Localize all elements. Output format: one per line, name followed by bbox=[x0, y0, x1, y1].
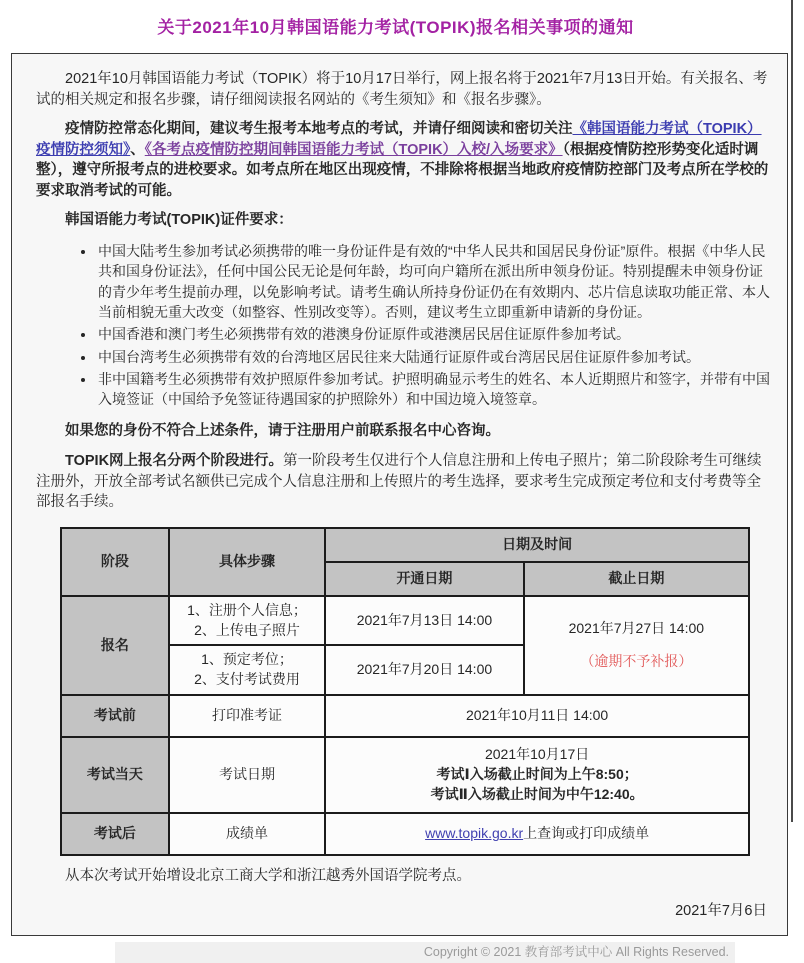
covid-prevention-notice-link[interactable]: 《韩国语能力考试（TOPIK）疫情防控须知》 bbox=[36, 121, 762, 158]
issue-date: 2021年7月6日 bbox=[675, 902, 767, 919]
table-row-exam-day bbox=[61, 737, 749, 813]
table-row-after-exam bbox=[61, 813, 749, 855]
stage-cell-registration: 报名 bbox=[61, 596, 169, 696]
phase1-step-1: 1、注册个人信息； bbox=[187, 601, 307, 618]
result-cell-after-exam bbox=[325, 813, 749, 855]
exam2-entry-deadline: 考试Ⅱ入场截止时间为中午12:40。 bbox=[430, 786, 644, 803]
topik-website-link[interactable]: www.topik.go.kr bbox=[425, 825, 524, 842]
registration-schedule-table bbox=[60, 527, 750, 857]
link-separator: 、 bbox=[130, 141, 145, 158]
exam-date: 2021年10月17日 bbox=[484, 746, 590, 763]
list-item-foreign: • 非中国籍考生必须携带有效护照原件参加考试。护照明确显示考生的姓名、本人近期照片和签字，并带有中国入境签证（中国给予免签证待遇国家的护照除外）和中国边境入境签章。 bbox=[96, 369, 771, 410]
stage-cell-before-exam: 考试前 bbox=[61, 695, 169, 737]
stage-cell-exam-day: 考试当天 bbox=[61, 737, 169, 813]
stage-cell-after-exam: 考试后 bbox=[61, 813, 169, 855]
copyright-bar: Copyright © 2021 教育部考试中心 All Rights Reserved. bbox=[115, 942, 735, 963]
notice-body bbox=[11, 53, 788, 936]
date-cell-exam-day bbox=[325, 737, 749, 813]
column-header-datetime: 日期及时间 bbox=[325, 528, 749, 562]
steps-cell-phase2 bbox=[169, 645, 326, 695]
open-date-cell-phase1: 2021年7月13日 14:00 bbox=[325, 596, 523, 646]
column-header-steps: 具体步骤 bbox=[169, 528, 326, 596]
contact-center-paragraph: 如果您的身份不符合上述条件，请于注册用户前联系报名中心咨询。 bbox=[65, 423, 500, 440]
list-item-taiwan: • 中国台湾考生必须携带有效的台湾地区居民往来大陆通行证原件或台湾居民居住证原件参加考试。 bbox=[96, 347, 771, 367]
id-requirements-heading: 韩国语能力考试(TOPIK)证件要求： bbox=[65, 212, 293, 229]
list-item-hk-macau: • 中国香港和澳门考生必须携带有效的港澳身份证原件或港澳居民居住证原件参加考试。 bbox=[96, 324, 771, 344]
exam1-entry-deadline: 考试Ⅰ入场截止时间为上午8:50； bbox=[436, 766, 638, 783]
result-link-tail: 上查询或打印成绩单 bbox=[523, 825, 650, 842]
table-header-row-1 bbox=[61, 528, 749, 562]
steps-cell-before-exam: 打印准考证 bbox=[169, 695, 326, 737]
phase2-step-1: 1、预定考位； bbox=[201, 651, 293, 668]
late-registration-note: （逾期不予补报） bbox=[580, 653, 693, 670]
list-item-mainland: • 中国大陆考生参加考试必须携带的唯一身份证件是有效的“中华人民共和国居民身份证”原件。根据《中华人民共和国身份证法》，任何中国公民无论是何年龄，均可向户籍所在派出所申领身份证。特别提醒未申领身份证的青少年考生提前办理，以免影响考试。请考生确认所持身份证仍在有效期内、芯片信息读取功能正常、本人当前相貌无重大改变（如整容、性别改变等）。否则，建议考生立即重新申请新的身份证。 bbox=[96, 241, 771, 322]
phase1-step-2: 2、上传电子照片 bbox=[194, 621, 300, 638]
new-test-sites-paragraph: 从本次考试开始增设北京工商大学和浙江越秀外国语学院考点。 bbox=[65, 868, 471, 885]
entry-requirements-link[interactable]: 《各考点疫情防控期间韩国语能力考试（TOPIK）入校/入场要求》 bbox=[144, 141, 563, 158]
steps-cell-phase1 bbox=[169, 596, 326, 646]
page-title: 关于2021年10月韩国语能力考试(TOPIK)报名相关事项的通知 bbox=[157, 18, 634, 37]
intro-paragraph: 2021年10月韩国语能力考试（TOPIK）将于10月17日举行，网上报名将于2021年7月13日开始。有关报名、考试的相关规定和报名步骤，请仔细阅读报名网站的《考生须知》和《报名步骤》。 bbox=[36, 71, 768, 108]
steps-cell-after-exam: 成绩单 bbox=[169, 813, 326, 855]
covid-notice-paragraph bbox=[36, 119, 771, 201]
table-row-before-exam bbox=[61, 695, 749, 737]
registration-close-datetime: 2021年7月27日 14:00 bbox=[568, 619, 705, 636]
two-phase-lead: TOPIK网上报名分两个阶段进行。 bbox=[65, 453, 284, 469]
covid-notice-lead: 疫情防控常态化期间，建议考生报考本地考点的考试，并请仔细阅读和密切关注 bbox=[65, 121, 573, 138]
open-date-cell-phase2: 2021年7月20日 14:00 bbox=[325, 645, 523, 695]
phase2-step-2: 2、支付考试费用 bbox=[194, 671, 300, 688]
table-row-registration-phase1 bbox=[61, 596, 749, 646]
two-phase-rest: 第一阶段考生仅进行个人信息注册和上传电子照片；第二阶段除考生可继续注册外，开放全部考试名额供已完成个人信息注册和上传照片的考生选择，要求考生完成预定考位和支付考费等全部报名手续。 bbox=[36, 453, 762, 511]
covid-notice-tail: （根据疫情防控形势变化适时调整），遵守所报考点的进校要求。如考点所在地区出现疫情，不排除将根据当地政府疫情防控部门及考点所在学校的要求取消考试的可能。 bbox=[36, 141, 769, 199]
two-phase-paragraph bbox=[36, 451, 771, 513]
column-header-open-date: 开通日期 bbox=[325, 562, 523, 596]
date-cell-admission-ticket: 2021年10月11日 14:00 bbox=[325, 695, 749, 737]
column-header-stage: 阶段 bbox=[61, 528, 169, 596]
id-requirements-list bbox=[36, 241, 771, 409]
close-date-cell-registration bbox=[524, 596, 749, 696]
column-header-close-date: 截止日期 bbox=[524, 562, 749, 596]
steps-cell-exam-day: 考试日期 bbox=[169, 737, 326, 813]
